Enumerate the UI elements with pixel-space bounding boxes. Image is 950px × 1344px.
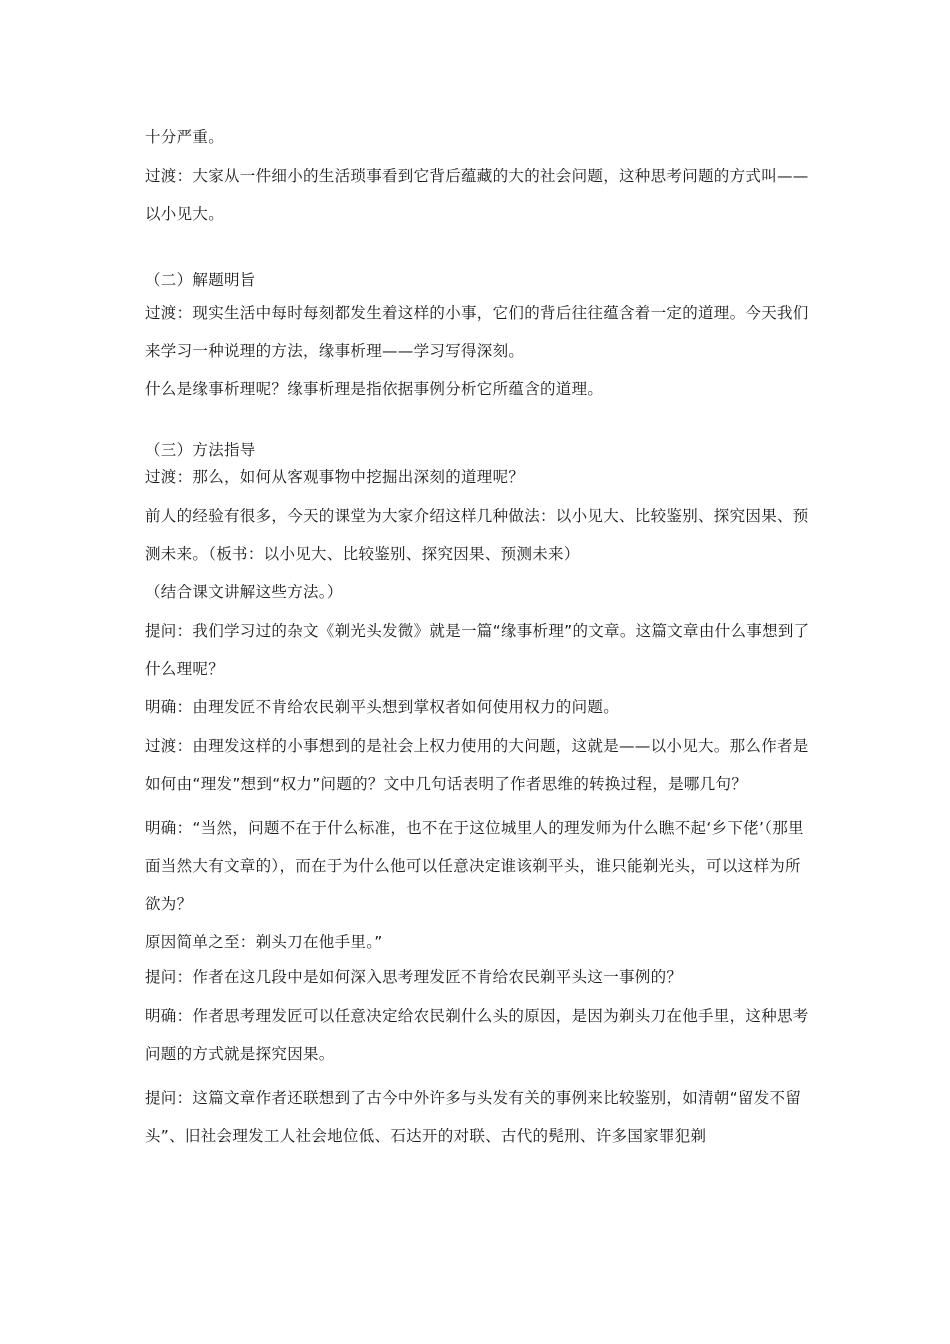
paragraph: 过渡：由理发这样的小事想到的是社会上权力使用的大问题，这就是——以小见大。那么作者是如何由“理发”想到“权力”问题的？文中几句话表明了作者思维的转换过程，是哪几句？ [145, 737, 809, 793]
document-body [145, 124, 810, 1155]
paragraph: 原因简单之至：剃头刀在他手里。” [145, 933, 383, 951]
paragraph: 提问：这篇文章作者还联想到了古今中外许多与头发有关的事例来比较鉴别，如清朝“留发不留头”、旧社会理发工人社会地位低、石达开的对联、古代的髡刑、许多国家罪犯剃 [145, 1089, 802, 1145]
paragraph: （结合课文讲解这些方法。） [145, 583, 343, 601]
paragraph: 过渡：现实生活中每时每刻都发生着这样的小事，它们的背后往往蕴含着一定的道理。今天我们来学习一种说理的方法，缘事析理——学习写得深刻。 [145, 304, 809, 360]
paragraph: 什么是缘事析理呢？缘事析理是指依据事例分析它所蕴含的道理。 [145, 380, 604, 398]
paragraph: 提问：作者在这几段中是如何深入思考理发匠不肯给农民剃平头这一事例的？ [145, 968, 683, 986]
paragraph: 前人的经验有很多，今天的课堂为大家介绍这样几种做法：以小见大、比较鉴别、探究因果、预测未来。（板书：以小见大、比较鉴别、探究因果、预测未来） [145, 507, 809, 563]
paragraph: 明确：由理发匠不肯给农民剃平头想到掌权者如何使用权力的问题。 [145, 698, 620, 716]
paragraph: 十分严重。 [145, 128, 225, 146]
paragraph-gap [145, 233, 810, 267]
paragraph: 提问：我们学习过的杂文《剃光头发微》就是一篇“缘事析理”的文章。这篇文章由什么事想到了什么理呢？ [145, 622, 810, 678]
paragraph: 明确：“当然，问题不在于什么标准，也不在于这位城里人的理发师为什么瞧不起‘乡下佬’（那里面当然大有文章的），而在于为什么他可以任意决定谁该剃平头，谁只能剃光头，可以这样为所欲为？ [145, 819, 804, 913]
section-heading: （二）解题明旨 [145, 271, 256, 289]
paragraph: 明确：作者思考理发匠可以任意决定给农民剃什么头的原因，是因为剃头刀在他手里，这种思考问题的方式就是探究因果。 [145, 1007, 809, 1063]
paragraph: 过渡：大家从一件细小的生活琐事看到它背后蕴藏的大的社会问题，这种思考问题的方式叫——以小见大。 [145, 167, 809, 223]
paragraph: 过渡：那么，如何从客观事物中挖掘出深刻的道理呢？ [145, 468, 525, 486]
section-heading: （三）方法指导 [145, 441, 256, 459]
paragraph-gap [145, 403, 810, 437]
